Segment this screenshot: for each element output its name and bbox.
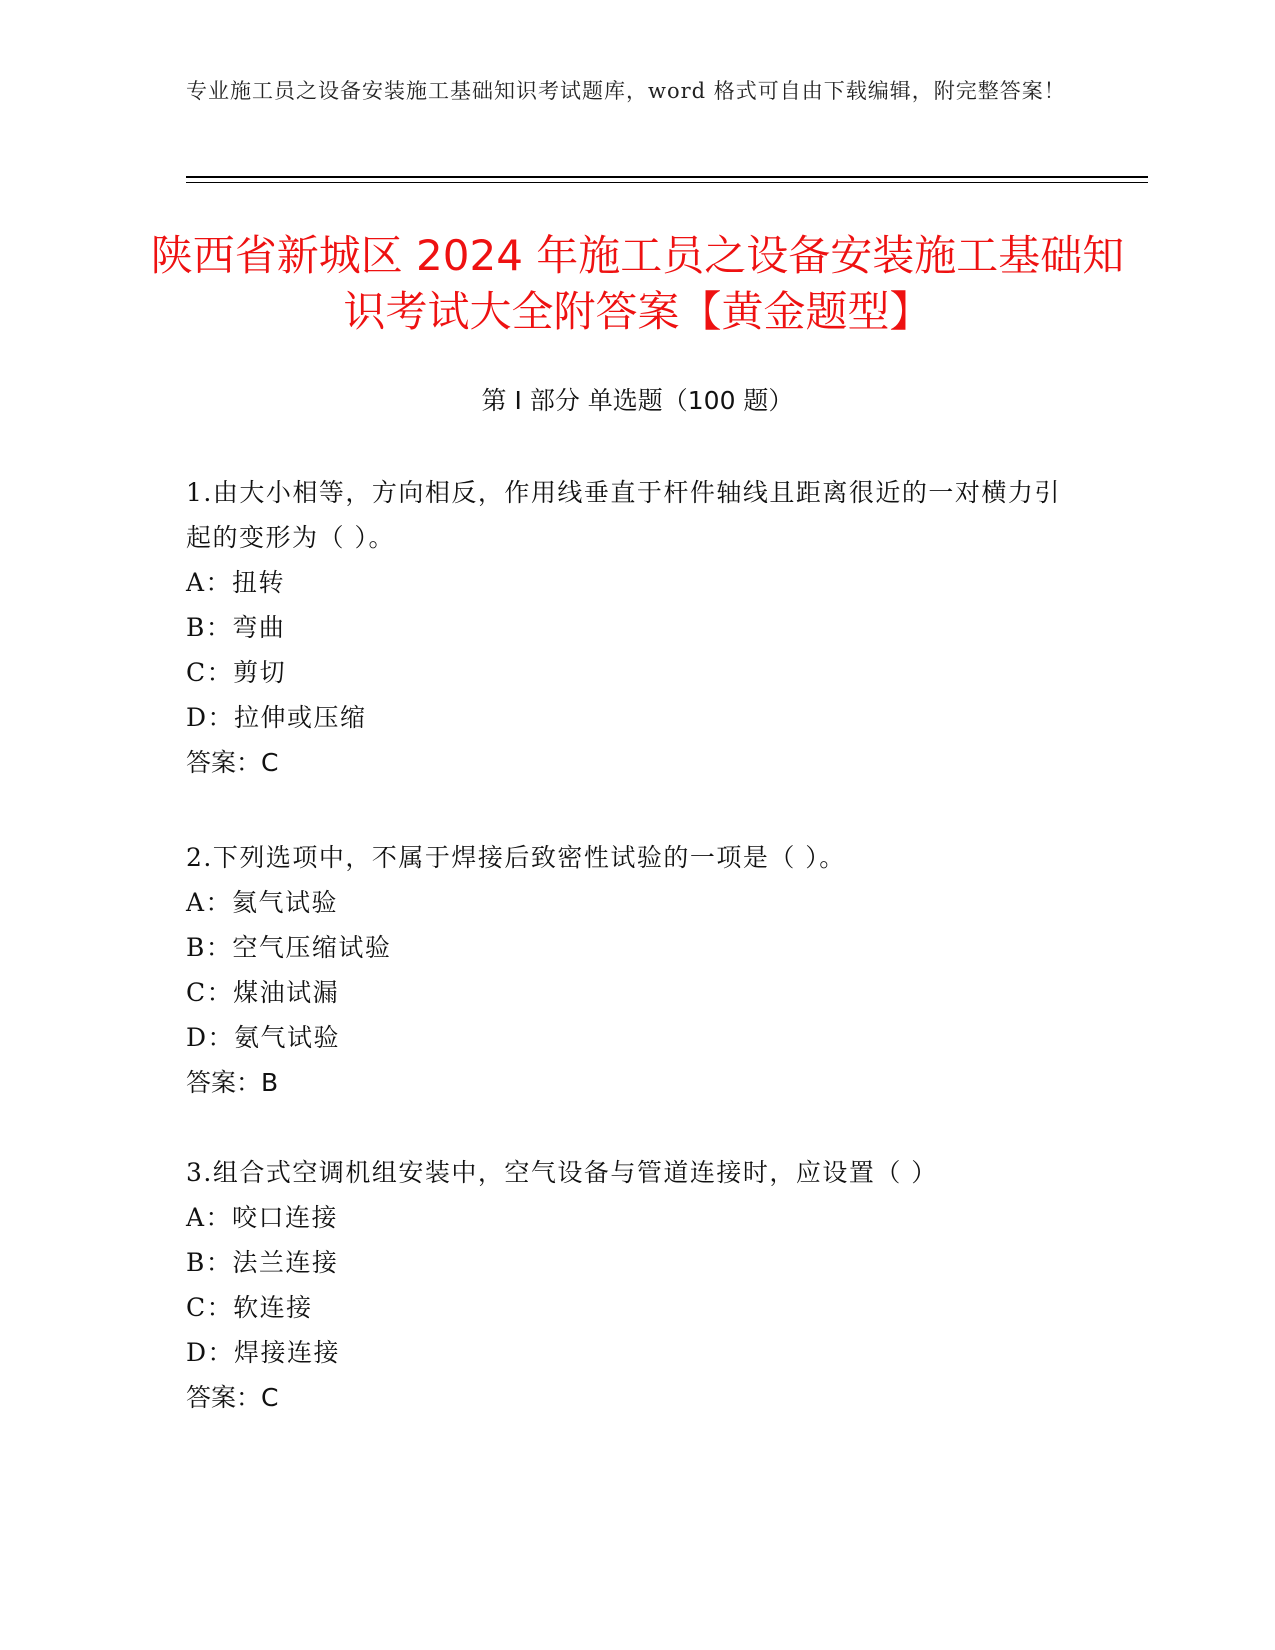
option-c: C：剪切 xyxy=(186,658,287,687)
section-heading: 第 I 部分 单选题（100 题） xyxy=(481,386,794,415)
question-3 xyxy=(186,1150,1086,1420)
question-stem: 3.组合式空调机组安装中，空气设备与管道连接时，应设置（ ） xyxy=(186,1158,938,1187)
option-a: A：扭转 xyxy=(186,568,286,597)
header-note: 专业施工员之设备安装施工基础知识考试题库，word 格式可自由下载编辑，附完整答案！ xyxy=(186,79,1066,103)
question-stem: 2.下列选项中，不属于焊接后致密性试验的一项是（ ）。 xyxy=(186,843,846,872)
option-c: C：软连接 xyxy=(186,1293,313,1322)
question-stem: 1.由大小相等，方向相反，作用线垂直于杆件轴线且距离很近的一对横力引起的变形为（ ）。 xyxy=(186,478,1061,552)
header-divider-thick xyxy=(186,176,1148,178)
option-d: D：拉伸或压缩 xyxy=(186,703,367,732)
option-d: D：焊接连接 xyxy=(186,1338,341,1367)
question-2 xyxy=(186,835,1086,1105)
option-b: B：弯曲 xyxy=(186,613,286,642)
header-divider-thin xyxy=(186,182,1148,183)
option-c: C：煤油试漏 xyxy=(186,978,340,1007)
answer: 答案：C xyxy=(186,1383,279,1412)
option-b: B：空气压缩试验 xyxy=(186,933,392,962)
option-a: A：氦气试验 xyxy=(186,888,339,917)
answer: 答案：B xyxy=(186,1068,279,1097)
option-b: B：法兰连接 xyxy=(186,1248,339,1277)
option-a: A：咬口连接 xyxy=(186,1203,339,1232)
document-title: 陕西省新城区 2024 年施工员之设备安装施工基础知识考试大全附答案【黄金题型】 xyxy=(150,231,1125,336)
answer: 答案：C xyxy=(186,748,279,777)
option-d: D：氨气试验 xyxy=(186,1023,341,1052)
question-1 xyxy=(186,470,1086,785)
